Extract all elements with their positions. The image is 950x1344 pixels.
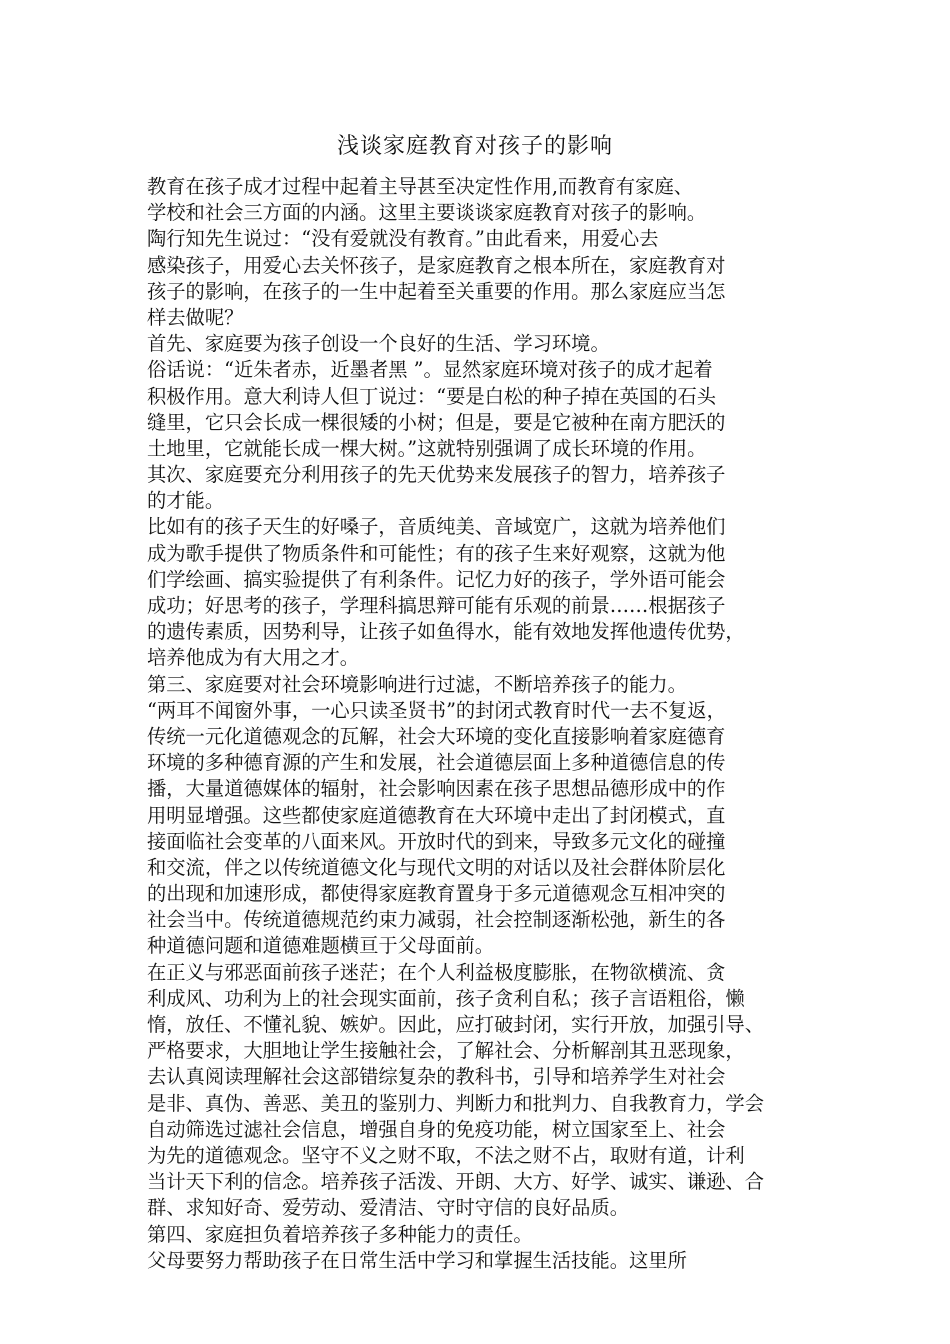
document-title: 浅谈家庭教育对孩子的影响 — [336, 134, 613, 159]
text-line: 第三、家庭要对社会环境影响进行过滤，不断培养孩子的能力。 — [147, 672, 687, 696]
text-line: 样去做呢？ — [147, 305, 244, 329]
text-line: 的出现和加速形成，都使得家庭教育置身于多元道德观念互相冲突的 — [147, 882, 726, 906]
text-line: 比如有的孩子天生的好嗓子，音质纯美、音域宽广，这就为培养他们 — [147, 515, 726, 539]
text-line: 缝里，它只会长成一棵很矮的小树；但是，要是它被种在南方肥沃的 — [147, 410, 726, 434]
text-line: 积极作用。意大利诗人但丁说过：“要是白松的种子掉在英国的石头 — [147, 384, 717, 408]
text-line: 接面临社会变革的八面来风。开放时代的到来，导致多元文化的碰撞 — [147, 829, 726, 853]
text-line: 传统一元化道德观念的瓦解，社会大环境的变化直接影响着家庭德育 — [147, 724, 726, 748]
text-line: 播，大量道德媒体的辐射，社会影响因素在孩子思想品德形成中的作 — [147, 777, 726, 801]
text-line: 种道德问题和道德难题横亘于父母面前。 — [147, 934, 495, 958]
text-line: 的才能。 — [147, 489, 225, 513]
text-line: 惰，放任、不懂礼貌、嫉妒。因此，应打破封闭，实行开放，加强引导、 — [147, 1013, 764, 1036]
text-line: 培养他成为有大用之才。 — [147, 646, 360, 670]
text-line: 严格要求，大胆地让学生接触社会，了解社会、分析解剖其丑恶现象， — [147, 1039, 745, 1063]
text-line: 教育在孩子成才过程中起着主导甚至决定性作用,而教育有家庭、 — [147, 175, 694, 198]
text-line: 陶行知先生说过：“没有爱就没有教育。”由此看来，用爱心去 — [147, 227, 659, 251]
text-line: 学校和社会三方面的内涵。这里主要谈谈家庭教育对孩子的影响。 — [147, 201, 707, 225]
text-line: 的遗传素质，因势利导，让孩子如鱼得水，能有效地发挥他遗传优势， — [147, 620, 745, 644]
text-line: 去认真阅读理解社会这部错综复杂的教科书，引导和培养学生对社会 — [147, 1065, 726, 1089]
text-line: 是非、真伪、善恶、美丑的鉴别力、判断力和批判力、自我教育力，学会 — [147, 1091, 764, 1115]
text-line: 土地里，它就能长成一棵大树。”这就特别强调了成长环境的作用。 — [147, 436, 707, 460]
text-line: 群、求知好奇、爱劳动、爱清洁、守时守信的良好品质。 — [147, 1196, 630, 1220]
text-line: 成功；好思考的孩子，学理科搞思辩可能有乐观的前景……根据孩子 — [147, 594, 726, 617]
text-line: 在正义与邪恶面前孩子迷茫；在个人利益极度膨胀，在物欲横流、贪 — [147, 960, 726, 984]
text-line: 孩子的影响，在孩子的一生中起着至关重要的作用。那么家庭应当怎 — [147, 279, 726, 303]
text-line: 社会当中。传统道德规范约束力减弱，社会控制逐渐松弛，新生的各 — [147, 908, 726, 932]
text-line: 当计天下利的信念。培养孩子活泼、开朗、大方、好学、诚实、谦逊、合 — [147, 1170, 764, 1194]
text-line: 其次、家庭要充分利用孩子的先天优势来发展孩子的智力，培养孩子 — [147, 463, 726, 487]
text-line: 第四、家庭担负着培养孩子多种能力的责任。 — [147, 1222, 533, 1246]
document-body — [147, 174, 817, 1274]
text-line: 环境的多种德育源的产生和发展，社会道德层面上多种道德信息的传 — [147, 751, 726, 775]
text-line: 感染孩子，用爱心去关怀孩子，是家庭教育之根本所在，家庭教育对 — [147, 253, 726, 277]
text-line: 自动筛选过滤社会信息，增强自身的免疫功能，树立国家至上、社会 — [147, 1117, 726, 1141]
text-line: 们学绘画、搞实验提供了有利条件。记忆力好的孩子，学外语可能会 — [147, 567, 726, 591]
text-line: 利成风、功利为上的社会现实面前，孩子贪利自私；孩子言语粗俗，懒 — [147, 986, 745, 1010]
text-line: “两耳不闻窗外事，一心只读圣贤书”的封闭式教育时代一去不复返， — [147, 698, 726, 722]
text-line: 和交流，伴之以传统道德文化与现代文明的对话以及社会群体阶层化 — [147, 855, 726, 879]
text-line: 俗话说：“近朱者赤，近墨者黑 ”。显然家庭环境对孩子的成才起着 — [147, 358, 713, 382]
text-line: 成为歌手提供了物质条件和可能性；有的孩子生来好观察，这就为他 — [147, 541, 726, 565]
text-line: 用明显增强。这些都使家庭道德教育在大环境中走出了封闭模式，直 — [147, 803, 726, 827]
text-line: 父母要努力帮助孩子在日常生活中学习和掌握生活技能。这里所 — [147, 1248, 687, 1272]
text-line: 首先、家庭要为孩子创设一个良好的生活、学习环境。 — [147, 332, 610, 356]
text-line: 为先的道德观念。坚守不义之财不取，不法之财不占，取财有道，计利 — [147, 1143, 745, 1167]
